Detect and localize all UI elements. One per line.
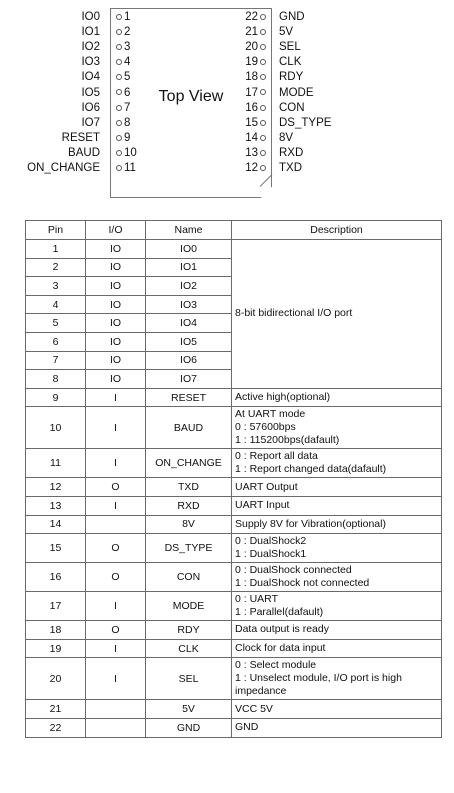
description-line: Data output is ready (235, 623, 329, 636)
right-pin-number-text: 19 (245, 56, 258, 69)
left-pin-number-text: 6 (124, 86, 131, 99)
cell-description (232, 515, 442, 534)
cell-io: I (86, 658, 146, 700)
cell-pin: 22 (26, 718, 86, 737)
cell-io (86, 700, 146, 719)
right-pin-number-text: 21 (245, 26, 258, 39)
cell-description (232, 639, 442, 658)
cell-description (232, 700, 442, 719)
right-pin-number (245, 86, 268, 101)
pin-marker-icon (260, 89, 266, 95)
table-row (26, 563, 442, 592)
pin-marker-icon (116, 74, 122, 80)
table-row (26, 407, 442, 449)
pin-marker-icon (116, 165, 122, 171)
cell-pin: 12 (26, 478, 86, 497)
cell-io: O (86, 534, 146, 563)
description-line: At UART mode (235, 408, 306, 421)
description-line: 1 : Parallel(dafault) (235, 606, 324, 619)
right-pin-number-text: 14 (245, 131, 258, 144)
pin-marker-icon (260, 105, 266, 111)
cell-description (232, 534, 442, 563)
pin-marker-icon (116, 89, 122, 95)
cell-pin: 9 (26, 388, 86, 407)
cell-pin: 2 (26, 258, 86, 277)
description-line: Clock for data input (235, 642, 326, 655)
left-pin-number (114, 116, 130, 131)
cell-io: I (86, 639, 146, 658)
description-line: 1 : DualShock not connected (235, 577, 370, 590)
pin-marker-icon (116, 59, 122, 65)
right-pin-number (245, 146, 268, 161)
right-pin-number-text: 18 (245, 71, 258, 84)
cell-name: CON (146, 563, 232, 592)
left-pin-number (114, 25, 130, 40)
table-row (26, 639, 442, 658)
cell-name: BAUD (146, 407, 232, 449)
cell-io (86, 515, 146, 534)
cell-io: IO (86, 240, 146, 259)
left-pin-name: IO1 (81, 26, 100, 39)
cell-io: O (86, 478, 146, 497)
cell-io: O (86, 563, 146, 592)
description-line: 1 : Report changed data(dafault) (235, 463, 387, 476)
header-pin: Pin (26, 221, 86, 240)
pin-marker-icon (260, 29, 266, 35)
left-pin-number-text: 2 (124, 26, 131, 39)
pin-marker-icon (260, 44, 266, 50)
cell-name: IO7 (146, 370, 232, 389)
pin-marker-icon (116, 29, 122, 35)
pin-marker-icon (116, 14, 122, 20)
left-pin-number-text: 11 (124, 162, 136, 174)
right-pin-name: MODE (279, 86, 314, 99)
left-pin-name: RESET (61, 131, 100, 144)
cell-description (232, 478, 442, 497)
right-pin-number-text: 17 (245, 86, 258, 99)
cell-io: I (86, 449, 146, 478)
description-line: 0 : DualShock2 (235, 535, 307, 548)
cell-io: IO (86, 258, 146, 277)
cell-description (232, 718, 442, 737)
right-pin-name: CON (279, 101, 305, 114)
cell-pin: 8 (26, 370, 86, 389)
cell-pin: 3 (26, 277, 86, 296)
description-line: 0 : DualShock connected (235, 564, 352, 577)
cell-description (232, 563, 442, 592)
description-line: impedance (235, 685, 287, 698)
cell-name: 5V (146, 700, 232, 719)
right-pin-number (245, 40, 268, 55)
cell-io: IO (86, 351, 146, 370)
table-row (26, 449, 442, 478)
cell-description (232, 592, 442, 621)
pin-marker-icon (260, 165, 266, 171)
right-pin-name: SEL (279, 41, 301, 54)
cell-name: 8V (146, 515, 232, 534)
pin-marker-icon (260, 14, 266, 20)
cell-description (232, 621, 442, 640)
cell-pin: 16 (26, 563, 86, 592)
cell-description (232, 407, 442, 449)
cell-pin: 18 (26, 621, 86, 640)
cell-name: IO0 (146, 240, 232, 259)
right-pin-number-text: 12 (245, 162, 258, 174)
left-pin-number (114, 101, 130, 116)
cell-io: IO (86, 314, 146, 333)
left-pin-number (114, 40, 130, 55)
cell-pin: 17 (26, 592, 86, 621)
right-pin-number (245, 116, 268, 131)
cell-io (86, 718, 146, 737)
description-line: GND (235, 721, 259, 734)
left-pin-number (114, 10, 130, 25)
left-pin-number-text: 5 (124, 71, 131, 84)
cell-description (232, 449, 442, 478)
right-pin-name: RDY (279, 71, 304, 84)
right-pin-name: RXD (279, 146, 304, 159)
header-name: Name (146, 221, 232, 240)
table-row (26, 534, 442, 563)
left-pin-name: IO4 (81, 71, 100, 84)
cell-pin: 10 (26, 407, 86, 449)
right-pin-name: GND (279, 11, 305, 23)
description-line: Active high(optional) (235, 391, 331, 404)
right-pin-number (245, 10, 268, 25)
right-pin-number (245, 25, 268, 40)
cell-name: RXD (146, 496, 232, 515)
left-pin-number-text: 1 (124, 11, 131, 23)
right-pin-name: 8V (279, 131, 294, 144)
pin-marker-icon (260, 59, 266, 65)
description-line: 1 : DualShock1 (235, 548, 307, 561)
pin-description-table (25, 220, 442, 738)
left-pin-name: ON_CHANGE (27, 162, 100, 174)
cell-name: IO2 (146, 277, 232, 296)
cell-name: MODE (146, 592, 232, 621)
cell-description (232, 496, 442, 515)
cell-pin: 19 (26, 639, 86, 658)
right-pin-number-text: 20 (245, 41, 258, 54)
chip-top-view-diagram (0, 0, 454, 205)
cell-description (232, 388, 442, 407)
cell-pin: 20 (26, 658, 86, 700)
left-pin-name: BAUD (68, 146, 100, 159)
left-pin-name: IO2 (81, 41, 100, 54)
left-pin-number (114, 86, 130, 101)
cell-pin: 13 (26, 496, 86, 515)
header-io: I/O (86, 221, 146, 240)
pin-marker-icon (260, 150, 266, 156)
table-row (26, 478, 442, 497)
cell-name: CLK (146, 639, 232, 658)
table-row (26, 496, 442, 515)
description-line: 0 : UART (235, 593, 278, 606)
cell-description (232, 658, 442, 700)
cell-pin: 1 (26, 240, 86, 259)
description-line: VCC 5V (235, 702, 273, 715)
cell-io: I (86, 388, 146, 407)
table-row (26, 388, 442, 407)
cell-pin: 5 (26, 314, 86, 333)
cell-io: I (86, 496, 146, 515)
cell-io: IO (86, 277, 146, 296)
cell-name: IO3 (146, 295, 232, 314)
cell-description: 8-bit bidirectional I/O port (232, 240, 442, 389)
cell-pin: 4 (26, 295, 86, 314)
cell-io: I (86, 592, 146, 621)
left-pin-number-text: 7 (124, 101, 131, 114)
cell-io: IO (86, 295, 146, 314)
table-row (26, 515, 442, 534)
description-line: 0 : 57600bps (235, 421, 296, 434)
cell-name: RESET (146, 388, 232, 407)
table-row (26, 700, 442, 719)
cell-name: IO5 (146, 332, 232, 351)
description-line: 0 : Report all data (235, 450, 318, 463)
pin-marker-icon (116, 44, 122, 50)
cell-pin: 14 (26, 515, 86, 534)
left-pin-number (114, 146, 137, 161)
cell-name: IO6 (146, 351, 232, 370)
pin-marker-icon (116, 135, 122, 141)
cell-name: RDY (146, 621, 232, 640)
description-line: UART Output (235, 480, 298, 493)
right-pin-number-text: 16 (245, 101, 258, 114)
right-pin-name: TXD (279, 162, 302, 174)
description-line: 0 : Select module (235, 659, 317, 672)
table-row (26, 240, 442, 259)
left-pin-number-text: 9 (124, 131, 131, 144)
description-line: Supply 8V for Vibration(optional) (235, 517, 386, 530)
left-pin-number (114, 131, 130, 146)
left-pin-number-text: 3 (124, 41, 131, 54)
cell-io: IO (86, 370, 146, 389)
left-pin-number-text: 8 (124, 116, 131, 129)
left-pin-name: IO5 (81, 86, 100, 99)
pin-marker-icon (260, 120, 266, 126)
right-pin-number (245, 55, 268, 70)
left-pin-name: IO3 (81, 56, 100, 69)
cell-name: IO4 (146, 314, 232, 333)
right-pin-name: CLK (279, 56, 302, 69)
pin-marker-icon (116, 105, 122, 111)
right-pin-number (245, 131, 268, 146)
left-pin-name: IO7 (81, 116, 100, 129)
left-pin-number-text: 4 (124, 56, 131, 69)
cell-name: IO1 (146, 258, 232, 277)
table-row (26, 621, 442, 640)
description-line: UART Input (235, 499, 290, 512)
cell-name: DS_TYPE (146, 534, 232, 563)
description-line: 1 : Unselect module, I/O port is high (235, 672, 402, 685)
pin-marker-icon (260, 135, 266, 141)
cell-name: ON_CHANGE (146, 449, 232, 478)
table-header-row (26, 221, 442, 240)
table-row (26, 718, 442, 737)
cell-pin: 7 (26, 351, 86, 370)
cell-name: SEL (146, 658, 232, 700)
pin-marker-icon (116, 150, 122, 156)
right-pin-number-text: 22 (245, 11, 258, 23)
description-line: 1 : 115200bps(dafault) (235, 434, 340, 447)
cell-pin: 15 (26, 534, 86, 563)
right-pin-number (245, 161, 268, 176)
left-pin-number (114, 70, 130, 85)
left-pin-number-text: 10 (124, 146, 137, 159)
cell-name: TXD (146, 478, 232, 497)
cell-pin: 6 (26, 332, 86, 351)
table-row (26, 658, 442, 700)
pin-marker-icon (260, 74, 266, 80)
right-pin-number (245, 101, 268, 116)
cell-io: I (86, 407, 146, 449)
left-pin-number (114, 55, 130, 70)
cell-pin: 11 (26, 449, 86, 478)
cell-io: O (86, 621, 146, 640)
right-pin-number-text: 15 (245, 116, 258, 129)
cell-pin: 21 (26, 700, 86, 719)
pin-marker-icon (116, 120, 122, 126)
table-row (26, 592, 442, 621)
right-pin-number-text: 13 (245, 146, 258, 159)
cell-name: GND (146, 718, 232, 737)
left-pin-name: IO6 (81, 101, 100, 114)
chip-title: Top View (158, 88, 224, 105)
left-pin-name: IO0 (81, 11, 100, 23)
header-description: Description (232, 221, 442, 240)
right-pin-name: DS_TYPE (279, 116, 332, 129)
right-pin-name: 5V (279, 26, 294, 39)
cell-io: IO (86, 332, 146, 351)
right-pin-number (245, 70, 268, 85)
left-pin-number (114, 161, 136, 176)
